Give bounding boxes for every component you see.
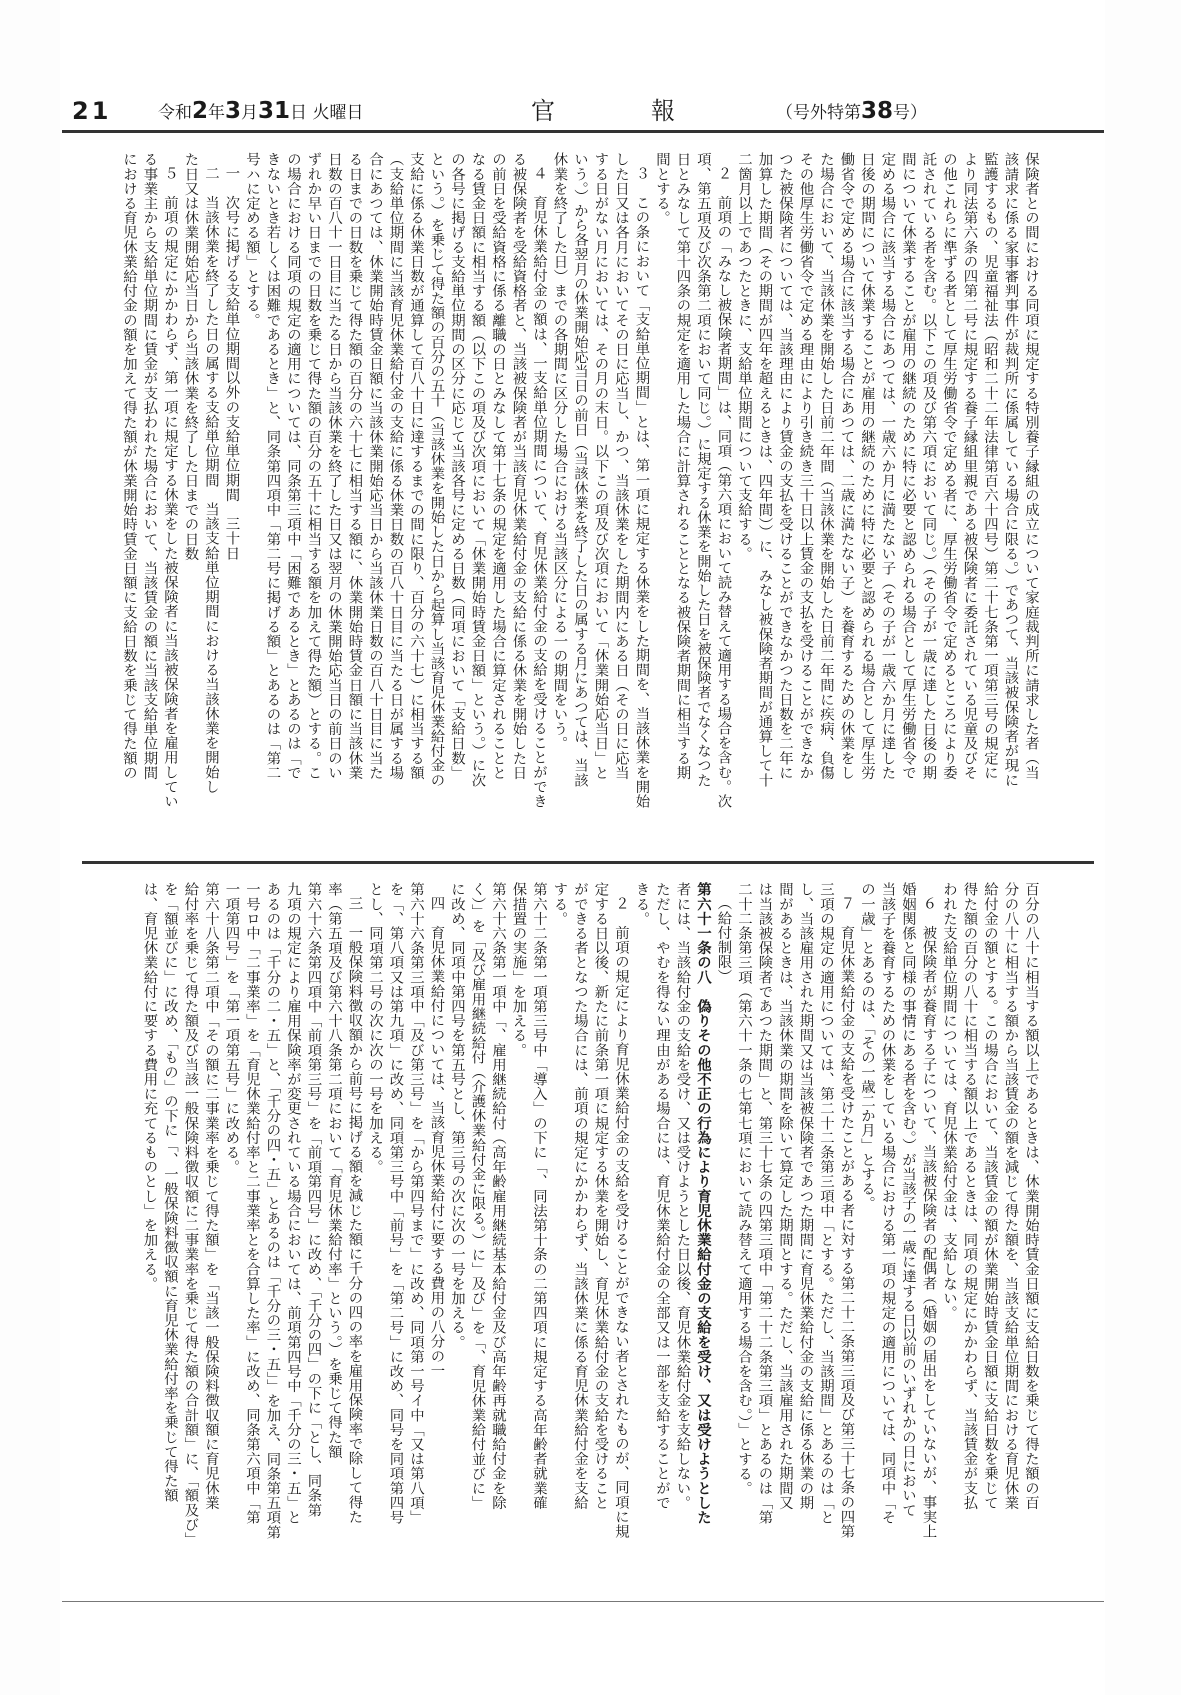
text-column: ずれか早い日までの日数を乗じて得た額の百分の五十に相当する額を加えて得た額）とする。こ <box>305 152 322 780</box>
text-column: 四 育児休業給付については、当該育児休業給付に要する費用の八分の一 <box>428 896 445 1378</box>
text-column: は、育児休業給付に要する費用に充てるものとし」を加える。 <box>141 882 158 1291</box>
text-column: 定める場合に該当する場合にあつては、一歳六か月に満たない子（その子が一歳六か月に達した <box>879 152 896 780</box>
text-column: ５ 前項の規定にかかわらず、第一項に規定する休業をした被保険者に当該被保険者を雇用してい <box>162 166 178 809</box>
text-column: は当該被保険者であつた期間」と、第三十七条の四第三項中「第二十二条第三項」とあるのは「第 <box>756 882 773 1525</box>
text-column: ２ 前項の規定により育児休業給付金の支給を受けることができない者とされたものが、同項に規 <box>613 896 629 1539</box>
publication-title-po: 報 <box>651 97 675 125</box>
text-column: なる賃金日額に相当する額（以下この項及び次項において「休業開始時賃金日額」という。）に次 <box>469 152 486 788</box>
text-column: 率（第五項及び第六十八条第二項において「育児休業給付率」という。）を乗じて得た額 <box>326 882 342 1459</box>
issue-date: 令和2年3月31日 火曜日 <box>158 98 364 124</box>
text-column: 間とする。 <box>654 152 670 225</box>
text-column: われた支給単位期間については、育児休業給付金は、支給しない。 <box>941 882 957 1320</box>
header-rule <box>62 130 1104 133</box>
text-column: 二箇月以上であつたときに、支給単位期間について支給する。 <box>736 152 752 561</box>
text-column: あるのは「千分の二・五」と、「千分の四・五」とあるのは「千分の三・五」」を加え、同条第五項第 <box>264 882 281 1540</box>
text-column: 第六十二条第一項第三号中「導入」の下に「、同法第十条の二第四項に規定する高年齢者就業確 <box>531 882 547 1510</box>
text-column: 該請求に係る家事審判事件が裁判所に係属している場合に限る。）であつて、当該被保険者が現に <box>1002 152 1019 788</box>
text-column: く）」を「及び雇用継続給付（介護休業給付金に限る。）に」及び」を「、育児休業給付並びに」 <box>469 882 486 1510</box>
text-column: ３ この条において「支給単位期間」とは、第一項に規定する休業をした期間を、当該休業を開始 <box>633 166 650 809</box>
text-column: （支給単位期間に当該育児休業給付金の支給に係る休業日数の百八十日目に当たる日が属する場 <box>387 152 404 780</box>
text-column: 支給に係る休業日数が通算して百八十日に達するまでの間に限り、百分の六十七）に相当する額 <box>408 152 424 780</box>
text-column: した日又は各月においてその日に応当し、かつ、当該休業をした期間内にある日（その日に応当 <box>613 152 629 780</box>
text-column: 合にあつては、休業開始時賃金日額に当該休業開始応当日から当該休業日数の百八十日目に当た <box>367 152 383 780</box>
text-column: 日後の期間について休業することが雇用の継続のために特に必要と認められる場合として厚生労 <box>859 152 875 780</box>
text-column: ７ 育児休業給付金の支給を受けたことがある者に対する第二十二条第三項及び第三十七条の四第 <box>838 896 855 1539</box>
text-column: の場合における同項の規定の適用については、同条第三項中「困難であるとき」とあるのは「で <box>285 152 301 780</box>
lower-text-band <box>121 882 1041 1594</box>
issue-number: （号外特第38号） <box>776 98 928 124</box>
text-column: 第六十八条第二項中「その額に二事業率を乗じて得た額」を「当該一般保険料徴収額に育児休業 <box>203 882 219 1510</box>
text-column: 三 一般保険料徴収額から前号に掲げる額を減じた額に千分の四の率を雇用保険率で除して得た <box>346 896 363 1524</box>
text-column: た日又は休業開始応当日から当該休業を終了した日までの日数 <box>182 152 199 561</box>
text-column: し、当該雇用された期間又は当該被保険者であつた期間に育児休業給付金の支給に係る休業の期 <box>797 882 814 1510</box>
text-column: の一歳」とあるのは、「その一歳二か月」とする。 <box>859 882 875 1211</box>
text-column: ２ 前項の「みなし被保険者期間」は、同項（第六項において読み替えて適用する場合を含む。次 <box>715 166 732 809</box>
text-column: 当該子を養育するための休業をしている場合における第一項の規定の適用については、同項中「そ <box>879 882 896 1525</box>
text-column: という。）を乗じて得た額の百分の五十（当該休業を開始した日から起算し当該育児休業給付金の <box>428 152 445 788</box>
text-column: 号ハに定める額」とする。 <box>244 152 260 328</box>
text-column: 定する日以後、新たに前条第一項に規定する休業を開始し、育児休業給付金の支給を受けること <box>592 882 609 1510</box>
text-column: 九項の規定により雇用保険率が変更されている場合においては、前項第四号中「千分の三・五」と <box>285 882 301 1525</box>
text-column: の他これらに準ずる者として厚生労働省令で定める者に、厚生労働省令で定めるところにより委 <box>941 152 957 780</box>
text-column: いう。）から各翌月の休業開始応当日の前日（当該休業を終了した日の属する月にあつては、当該 <box>572 152 588 788</box>
text-column: きないとき若しくは困難であるとき」と、同条第四項中「第二号に掲げる額」とあるのは「第二 <box>264 152 281 780</box>
text-column: る事業主から支給単位期間に賃金が支払われた場合において、当該賃金の額に当該支給単位期間 <box>141 152 158 780</box>
text-column: た場合において、当該休業を開始した日前二年間（当該休業を開始した日前二年間に疾病、負傷 <box>818 152 834 780</box>
text-column: に改め、同項中第四号を第五号とし、第三号の次に次の一号を加える。 <box>449 882 465 1350</box>
text-column: 間があるときは、当該休業の期間を除いて算定した期間とする。ただし、当該雇用された期間又 <box>777 882 793 1510</box>
text-column: 三項の規定の適用については、第二十二条第三項中「とする。ただし、当該期間」とあるのは「と <box>818 882 834 1525</box>
text-column: する。 <box>551 882 568 926</box>
text-column: 分の八十に相当する額から当該賃金の額を減じて得た額を、当該支給単位期間における育児休業 <box>1002 882 1019 1510</box>
footer-rule <box>62 1601 1104 1602</box>
text-column: ができる者となつた場合には、前項の規定にかかわらず、当該休業に係る育児休業給付金を支給 <box>572 882 588 1510</box>
text-column: きる。 <box>633 882 650 926</box>
text-column: 給付率を乗じて得た額及び当該一般保険料徴収額に二事業率を乗じて得た額の合計額」に、「額及び」 <box>182 882 199 1547</box>
text-column: より同法第六条の四第二号に規定する養子縁組里親である被保険者に委託されている児童及びそ <box>961 152 978 780</box>
text-column: 働省令で定める場合に該当する場合にあつては、二歳に満たない子）を養育するための休業をし <box>838 152 855 780</box>
text-column: 項、第五項及び次条第二項において同じ。）に規定する休業を開始した日を被保険者でなくなつた <box>695 152 711 788</box>
text-column: 百分の八十に相当する額以上であるときは、休業開始時賃金日額に支給日数を乗じて得た額の百 <box>1023 882 1039 1510</box>
text-column: 得た額の百分の八十に相当する額以上であるときは、同項の規定にかかわらず、当該賃金が支払 <box>961 882 978 1510</box>
text-column: 第六十六条第四項中「前項第三号」を「前項第四号」に改め、「千分の四」の下に「とし、同条第 <box>305 882 322 1518</box>
text-column: とし、同項第二号の次に次の一号を加える。 <box>367 882 383 1174</box>
text-column: を「額並びに」に改め、「もの」の下に「、一般保険料徴収額に育児休業給付率を乗じて得た額 <box>162 882 178 1503</box>
upper-text-band <box>121 152 1041 852</box>
text-column: 日数の百八十一日目に当たる日から当該休業を終了した日又は翌月の休業開始応当日の前日のい <box>326 152 342 780</box>
page-header <box>60 94 1105 130</box>
text-column: 第六十一条の八 偽りその他不正の行為により育児休業給付金の支給を受け、又は受けようとした <box>695 882 711 1525</box>
text-column: の各号に掲げる支給単位期間の区分に応じて当該各号に定める日数（同項において「支給日数」 <box>449 152 465 780</box>
band-divider <box>82 861 1094 864</box>
text-column: る被保険者を受給資格者と、当該被保険者が当該育児休業給付金の支給に係る休業を開始した日 <box>510 152 527 780</box>
text-column: その他厚生労働省令で定める理由により引き続き三十日以上賃金の支払を受けることができなか <box>797 152 814 780</box>
text-column: つた被保険者については、当該理由により賃金の支払を受けることができなかつた日数を二年に <box>777 152 793 780</box>
publication-title-kan: 官 <box>531 97 555 125</box>
text-column: 日とみなして第十四条の規定を適用した場合に計算されることとなる被保険者期間に相当する期 <box>674 152 691 780</box>
text-column: 二 当該休業を終了した日の属する支給単位期間 当該支給単位期間における当該休業を開始し <box>203 166 219 794</box>
text-column: 婚姻関係と同様の事情にある者を含む。）が当該子の一歳に達する日以前のいずれかの日において <box>900 882 916 1518</box>
text-column: 給付金の額とする。この場合において、当該賃金の額が休業開始時賃金日額に支給日数を乗じて <box>982 882 998 1510</box>
text-column: 監護するもの、児童福祉法（昭和二十二年法律第百六十四号）第二十七条第一項第三号の規定に <box>982 152 998 780</box>
text-column: ただし、やむを得ない理由がある場合には、育児休業給付金の全部又は一部を支給することがで <box>654 882 670 1510</box>
text-column: を「、第八項又は第九項」に改め、同項第三号中「前号」を「第二号」に改め、同号を同項第四号 <box>387 882 404 1525</box>
text-column: （給付制限） <box>715 896 732 984</box>
text-column: の前日を受給資格に係る離職の日とみなして第十七条の規定を適用した場合に算定されることと <box>490 152 506 780</box>
text-column: 保措置の実施」を加える。 <box>510 882 527 1058</box>
text-column: る日までの日数を乗じて得た額の百分の六十七に相当する額に、休業開始時賃金日額に当該休業 <box>346 152 363 780</box>
text-column: 保険者との間における同項に規定する特別養子縁組の成立について家庭裁判所に請求した者（当 <box>1023 152 1039 780</box>
text-column: ４ 育児休業給付金の額は、一支給単位期間について、育児休業給付金の支給を受けることができ <box>531 166 547 809</box>
text-column: 二十二条第三項（第六十一条の七第七項において読み替えて適用する場合を含む。）」とする。 <box>736 882 752 1496</box>
text-column: ６ 被保険者が養育する子について、当該被保険者の配偶者（婚姻の届出をしていないが、事実上 <box>920 896 937 1539</box>
text-column: における育児休業給付金の額を加えて得た額が休業開始時賃金日額に支給日数を乗じて得た額の <box>121 152 137 780</box>
text-column: 一号ロ中「二事業率」を「育児休業給付率と二事業率とを合算した率」に改め、同条第六項中「第 <box>244 882 260 1525</box>
text-column: 者には、当該給付金の支給を受け、又は受けようとした日以後、育児休業給付金を支給しない。 <box>674 882 691 1510</box>
text-column: 第六十六条第一項中「、雇用継続給付（高年齢雇用継続基本給付金及び高年齢再就職給付金を除 <box>490 882 506 1510</box>
text-column: 第六十六条第三項中「及び第三号」を「から第四号まで」に改め、同項第一号イ中「又は第八項」 <box>408 882 424 1525</box>
text-column: する日がない月においては、その月の末日。以下この項及び次項において「休業開始応当日」と <box>592 152 609 780</box>
text-column: 一 次号に掲げる支給単位期間以外の支給単位期間 三十日 <box>223 166 240 561</box>
page-number: 21 <box>72 97 112 125</box>
text-column: 託されている者を含む。以下この項及び第六項において同じ。）（その子が一歳に達した日後の期 <box>920 152 937 780</box>
text-column: 一項第四号」を「第一項第五号」に改める。 <box>223 882 240 1174</box>
text-column: 加算した期間（その期間が四年を超えるときは、四年間））に、みなし被保険者期間が通算して十 <box>756 152 773 788</box>
text-column: 間について休業することが雇用の継続のために特に必要と認められる場合として厚生労働省令で <box>900 152 916 780</box>
text-column: 休業を終了した日）までの各期間に区分した場合における当該区分による一の期間をいう。 <box>551 152 568 751</box>
